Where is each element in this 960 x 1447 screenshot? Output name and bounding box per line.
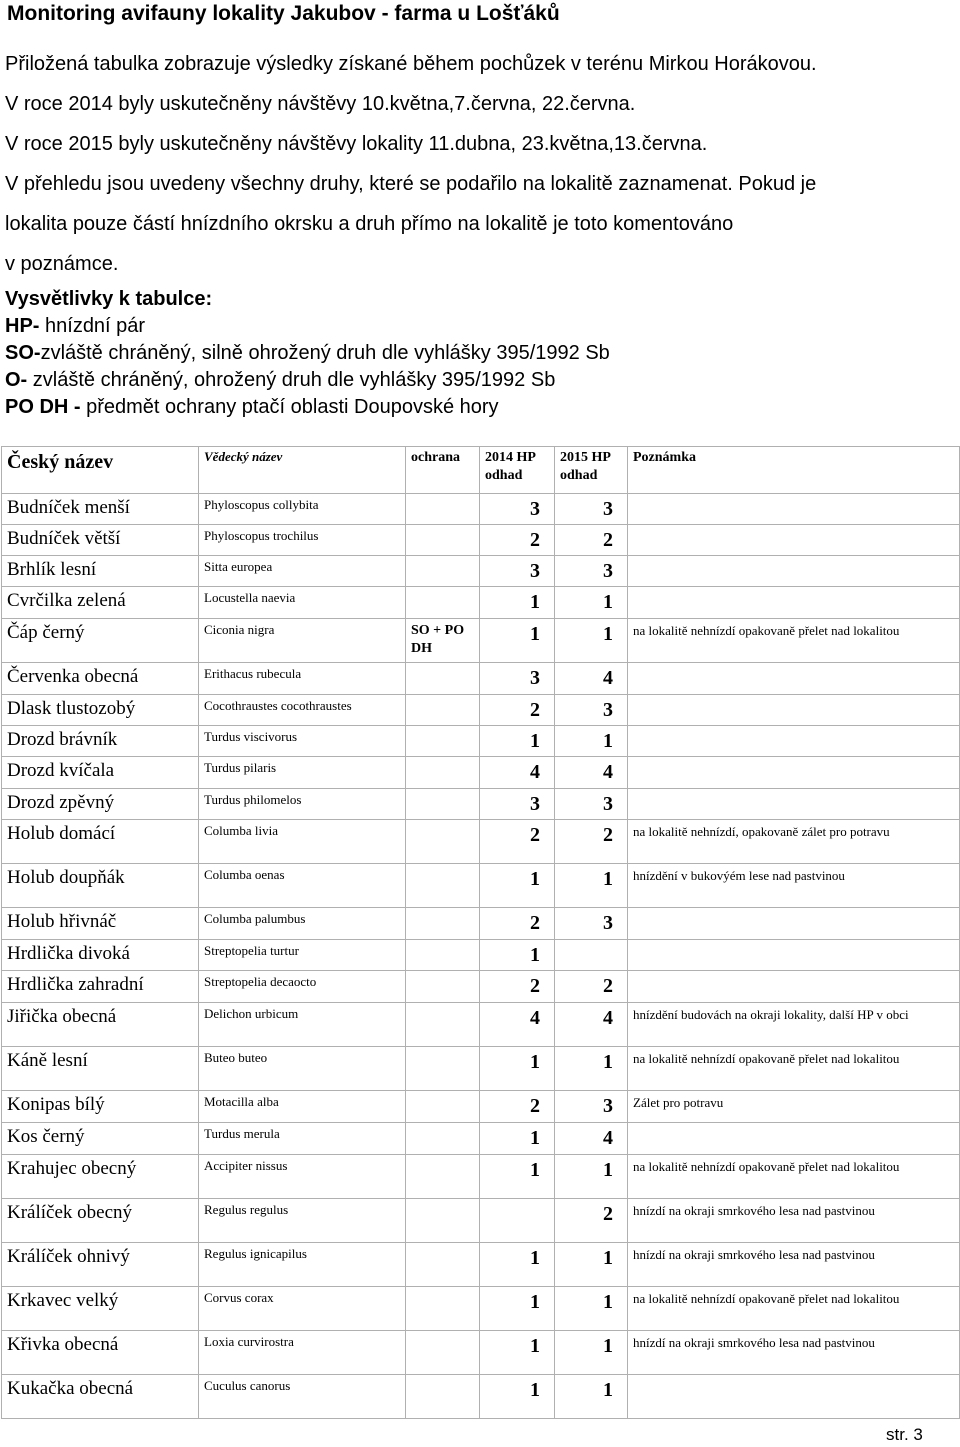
- cell-hp-2015: 3: [555, 1091, 628, 1123]
- cell-note: na lokalitě nehnízdí opakovaně přelet nad lokalitou: [628, 1047, 960, 1091]
- cell-scientific-name: Columba oenas: [199, 864, 406, 908]
- cell-scientific-name: Streptopelia turtur: [199, 940, 406, 971]
- cell-note: [628, 726, 960, 757]
- legend-abbr: PO DH -: [5, 396, 81, 418]
- cell-czech-name: Krkavec velký: [2, 1287, 199, 1331]
- cell-hp-2014: 3: [480, 789, 555, 820]
- cell-hp-2014: 1: [480, 1047, 555, 1091]
- cell-hp-2014: 2: [480, 971, 555, 1003]
- cell-note: [628, 525, 960, 556]
- cell-protection: [406, 1155, 480, 1199]
- cell-hp-2015: 3: [555, 908, 628, 940]
- cell-protection: [406, 1243, 480, 1287]
- cell-scientific-name: Columba livia: [199, 820, 406, 864]
- cell-hp-2015: 1: [555, 726, 628, 757]
- cell-scientific-name: Turdus viscivorus: [199, 726, 406, 757]
- cell-czech-name: Jiřička obecná: [2, 1003, 199, 1047]
- cell-scientific-name: Regulus regulus: [199, 1199, 406, 1243]
- cell-hp-2015: 1: [555, 1243, 628, 1287]
- cell-note: Zálet pro potravu: [628, 1091, 960, 1123]
- cell-hp-2014: 1: [480, 940, 555, 971]
- table-row: [2, 695, 960, 726]
- table-header-row: [2, 447, 960, 494]
- cell-protection: [406, 971, 480, 1003]
- cell-hp-2014: 2: [480, 1091, 555, 1123]
- cell-hp-2015: 1: [555, 864, 628, 908]
- page-number: str. 3: [886, 1425, 923, 1444]
- cell-protection: [406, 864, 480, 908]
- legend-item: [5, 340, 610, 367]
- cell-protection: [406, 1047, 480, 1091]
- cell-protection: [406, 494, 480, 525]
- cell-hp-2014: 1: [480, 1123, 555, 1155]
- table-row: [2, 1331, 960, 1375]
- table-row: [2, 1003, 960, 1047]
- cell-hp-2014: 3: [480, 663, 555, 695]
- intro-line: V roce 2014 byly uskutečněny návštěvy 10.května,7.června, 22.června.: [5, 93, 636, 115]
- intro-line: V roce 2015 byly uskutečněny návštěvy lokality 11.dubna, 23.května,13.června.: [5, 133, 708, 155]
- cell-note: na lokalitě nehnízdí opakovaně přelet nad lokalitou: [628, 1155, 960, 1199]
- cell-scientific-name: Cocothraustes cocothraustes: [199, 695, 406, 726]
- cell-scientific-name: Cuculus canorus: [199, 1375, 406, 1419]
- table-row: [2, 494, 960, 525]
- table-row: [2, 789, 960, 820]
- legend-text: hnízdní pár: [39, 315, 146, 337]
- table-row: [2, 587, 960, 619]
- cell-scientific-name: Loxia curvirostra: [199, 1331, 406, 1375]
- cell-hp-2015: 2: [555, 820, 628, 864]
- cell-scientific-name: Sitta europea: [199, 556, 406, 587]
- table-row: [2, 726, 960, 757]
- cell-czech-name: Cvrčilka zelená: [2, 587, 199, 619]
- cell-hp-2015: 2: [555, 971, 628, 1003]
- cell-hp-2014: 1: [480, 1243, 555, 1287]
- table-row: [2, 619, 960, 663]
- cell-note: [628, 695, 960, 726]
- cell-czech-name: Dlask tlustozobý: [2, 695, 199, 726]
- legend-abbr: SO-: [5, 342, 41, 364]
- table-row: [2, 1123, 960, 1155]
- cell-hp-2014: 1: [480, 864, 555, 908]
- table-row: [2, 820, 960, 864]
- cell-czech-name: Drozd kvíčala: [2, 757, 199, 789]
- table-row: [2, 1375, 960, 1419]
- cell-czech-name: Drozd zpěvný: [2, 789, 199, 820]
- cell-note: [628, 971, 960, 1003]
- cell-note: hnízdí na okraji smrkového lesa nad pastvinou: [628, 1199, 960, 1243]
- cell-note: na lokalitě nehnízdí, opakovaně zálet pro potravu: [628, 820, 960, 864]
- legend-item: [5, 367, 610, 394]
- cell-hp-2015: 1: [555, 1331, 628, 1375]
- cell-protection: [406, 556, 480, 587]
- cell-protection: [406, 525, 480, 556]
- cell-hp-2015: 3: [555, 695, 628, 726]
- legend-text: předmět ochrany ptačí oblasti Doupovské hory: [80, 396, 499, 418]
- cell-scientific-name: Phyloscopus collybita: [199, 494, 406, 525]
- cell-protection: [406, 1199, 480, 1243]
- cell-scientific-name: Columba palumbus: [199, 908, 406, 940]
- table-row: [2, 1199, 960, 1243]
- cell-hp-2015: 1: [555, 1047, 628, 1091]
- cell-scientific-name: Turdus pilaris: [199, 757, 406, 789]
- cell-protection: [406, 1003, 480, 1047]
- cell-hp-2015: 4: [555, 663, 628, 695]
- header-hp-2015: 2015 HP odhad: [555, 447, 628, 494]
- cell-hp-2014: 2: [480, 695, 555, 726]
- cell-protection: [406, 726, 480, 757]
- cell-czech-name: Králíček obecný: [2, 1199, 199, 1243]
- table-row: [2, 940, 960, 971]
- legend-abbr: O-: [5, 369, 28, 391]
- cell-czech-name: Křivka obecná: [2, 1331, 199, 1375]
- cell-note: [628, 908, 960, 940]
- table-row: [2, 864, 960, 908]
- cell-protection: [406, 1331, 480, 1375]
- table-row: [2, 556, 960, 587]
- intro-line: V přehledu jsou uvedeny všechny druhy, které se podařilo na lokalitě zaznamenat. Pokud je: [5, 173, 817, 195]
- cell-hp-2014: 1: [480, 1155, 555, 1199]
- table-row: [2, 757, 960, 789]
- cell-scientific-name: Turdus merula: [199, 1123, 406, 1155]
- cell-note: [628, 556, 960, 587]
- cell-note: na lokalitě nehnízdí opakovaně přelet nad lokalitou: [628, 1287, 960, 1331]
- cell-note: [628, 940, 960, 971]
- cell-czech-name: Hrdlička zahradní: [2, 971, 199, 1003]
- table-body: [2, 494, 960, 1419]
- legend-text: zvláště chráněný, ohrožený druh dle vyhlášky 395/1992 Sb: [27, 369, 556, 391]
- cell-czech-name: Holub domácí: [2, 820, 199, 864]
- legend-heading: Vysvětlivky k tabulce:: [5, 288, 213, 310]
- cell-note: hnízdí na okraji smrkového lesa nad pastvinou: [628, 1331, 960, 1375]
- cell-note: [628, 1123, 960, 1155]
- table-row: [2, 663, 960, 695]
- cell-protection: [406, 1287, 480, 1331]
- cell-scientific-name: Regulus ignicapilus: [199, 1243, 406, 1287]
- cell-hp-2015: 3: [555, 556, 628, 587]
- intro-text: [5, 44, 817, 284]
- cell-protection: [406, 1091, 480, 1123]
- header-note: Poznámka: [628, 447, 960, 494]
- cell-hp-2015: 1: [555, 1155, 628, 1199]
- cell-hp-2014: 1: [480, 619, 555, 663]
- legend-abbr: HP-: [5, 315, 40, 337]
- legend-item: [5, 394, 610, 421]
- cell-hp-2015: 1: [555, 1375, 628, 1419]
- cell-czech-name: Krahujec obecný: [2, 1155, 199, 1199]
- cell-protection: SO + PO DH: [406, 619, 480, 663]
- legend-text: zvláště chráněný, silně ohrožený druh dle vyhlášky 395/1992 Sb: [40, 342, 610, 364]
- cell-hp-2014: 1: [480, 1331, 555, 1375]
- cell-scientific-name: Streptopelia decaocto: [199, 971, 406, 1003]
- cell-hp-2015: [555, 940, 628, 971]
- cell-hp-2014: 2: [480, 908, 555, 940]
- intro-line: lokalita pouze částí hnízdního okrsku a druh přímo na lokalitě je toto komentováno: [5, 213, 734, 235]
- cell-hp-2014: 3: [480, 494, 555, 525]
- cell-czech-name: Holub hřivnáč: [2, 908, 199, 940]
- cell-scientific-name: Erithacus rubecula: [199, 663, 406, 695]
- cell-note: [628, 494, 960, 525]
- cell-czech-name: Káně lesní: [2, 1047, 199, 1091]
- cell-protection: [406, 695, 480, 726]
- cell-protection: [406, 757, 480, 789]
- cell-protection: [406, 1123, 480, 1155]
- cell-hp-2014: [480, 1199, 555, 1243]
- cell-note: hnízdění budovách na okraji lokality, další HP v obci: [628, 1003, 960, 1047]
- cell-hp-2015: 1: [555, 619, 628, 663]
- intro-line: v poznámce.: [5, 253, 119, 275]
- cell-czech-name: Čáp černý: [2, 619, 199, 663]
- cell-note: [628, 587, 960, 619]
- cell-note: [628, 789, 960, 820]
- cell-czech-name: Holub doupňák: [2, 864, 199, 908]
- cell-hp-2015: 1: [555, 1287, 628, 1331]
- cell-czech-name: Kos černý: [2, 1123, 199, 1155]
- header-czech-name: Český název: [2, 447, 199, 494]
- cell-protection: [406, 1375, 480, 1419]
- cell-hp-2014: 1: [480, 726, 555, 757]
- table-row: [2, 971, 960, 1003]
- cell-protection: [406, 789, 480, 820]
- cell-note: na lokalitě nehnízdí opakovaně přelet nad lokalitou: [628, 619, 960, 663]
- bird-species-table: [1, 446, 960, 1419]
- cell-hp-2014: 2: [480, 525, 555, 556]
- cell-scientific-name: Turdus philomelos: [199, 789, 406, 820]
- cell-hp-2015: 2: [555, 525, 628, 556]
- cell-hp-2015: 3: [555, 789, 628, 820]
- cell-hp-2015: 4: [555, 1123, 628, 1155]
- cell-hp-2015: 3: [555, 494, 628, 525]
- header-scientific-name: Vědecký název: [199, 447, 406, 494]
- table-row: [2, 1047, 960, 1091]
- cell-czech-name: Králíček ohnivý: [2, 1243, 199, 1287]
- cell-scientific-name: Locustella naevia: [199, 587, 406, 619]
- cell-czech-name: Hrdlička divoká: [2, 940, 199, 971]
- cell-protection: [406, 820, 480, 864]
- cell-hp-2015: 2: [555, 1199, 628, 1243]
- cell-scientific-name: Accipiter nissus: [199, 1155, 406, 1199]
- cell-scientific-name: Phyloscopus trochilus: [199, 525, 406, 556]
- table-row: [2, 1243, 960, 1287]
- table-row: [2, 1091, 960, 1123]
- cell-hp-2014: 2: [480, 820, 555, 864]
- cell-czech-name: Konipas bílý: [2, 1091, 199, 1123]
- cell-hp-2015: 1: [555, 587, 628, 619]
- cell-czech-name: Červenka obecná: [2, 663, 199, 695]
- cell-scientific-name: Buteo buteo: [199, 1047, 406, 1091]
- table-row: [2, 525, 960, 556]
- header-hp-2014: 2014 HP odhad: [480, 447, 555, 494]
- cell-hp-2014: 4: [480, 757, 555, 789]
- cell-czech-name: Budníček menší: [2, 494, 199, 525]
- cell-scientific-name: Delichon urbicum: [199, 1003, 406, 1047]
- cell-hp-2014: 1: [480, 1375, 555, 1419]
- cell-protection: [406, 663, 480, 695]
- cell-scientific-name: Corvus corax: [199, 1287, 406, 1331]
- cell-note: hnízdění v bukovýém lese nad pastvinou: [628, 864, 960, 908]
- cell-scientific-name: Motacilla alba: [199, 1091, 406, 1123]
- cell-czech-name: Brhlík lesní: [2, 556, 199, 587]
- cell-hp-2015: 4: [555, 757, 628, 789]
- cell-note: [628, 1375, 960, 1419]
- table-row: [2, 1287, 960, 1331]
- legend-item: [5, 313, 610, 340]
- cell-hp-2014: 1: [480, 1287, 555, 1331]
- table-row: [2, 1155, 960, 1199]
- cell-czech-name: Kukačka obecná: [2, 1375, 199, 1419]
- cell-note: [628, 757, 960, 789]
- cell-protection: [406, 940, 480, 971]
- cell-czech-name: Drozd brávník: [2, 726, 199, 757]
- table-legend: [5, 286, 610, 421]
- cell-protection: [406, 908, 480, 940]
- cell-hp-2015: 4: [555, 1003, 628, 1047]
- cell-note: hnízdí na okraji smrkového lesa nad pastvinou: [628, 1243, 960, 1287]
- cell-protection: [406, 587, 480, 619]
- cell-hp-2014: 4: [480, 1003, 555, 1047]
- cell-hp-2014: 3: [480, 556, 555, 587]
- header-protection: ochrana: [406, 447, 480, 494]
- cell-scientific-name: Ciconia nigra: [199, 619, 406, 663]
- cell-czech-name: Budníček větší: [2, 525, 199, 556]
- table-row: [2, 908, 960, 940]
- intro-line: Přiložená tabulka zobrazuje výsledky získané během pochůzek v terénu Mirkou Horákovou.: [5, 53, 817, 75]
- page-title: Monitoring avifauny lokality Jakubov - farma u Lošťáků: [7, 2, 560, 25]
- cell-hp-2014: 1: [480, 587, 555, 619]
- cell-note: [628, 663, 960, 695]
